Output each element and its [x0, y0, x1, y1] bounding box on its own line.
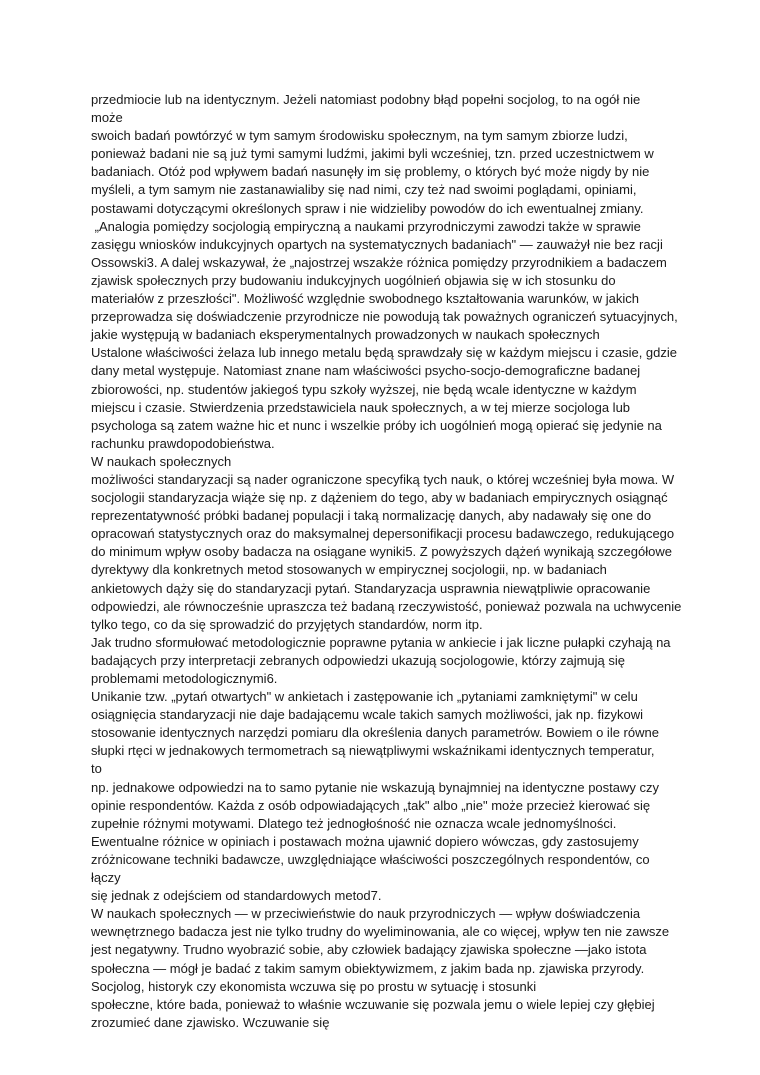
text-line: osiągnięcia standaryzacji nie daje badającemu wcale takich samych możliwości, jak np. fizykowi — [91, 707, 644, 723]
text-line: socjologii standaryzacja wiąże się np. z dążeniem do tego, aby w badaniach empirycznych osiągnąć — [91, 490, 668, 506]
text-line: łączy — [91, 870, 121, 886]
document-page — [91, 91, 681, 1050]
text-line: społeczna — mógł je badać z takim samym obiektywizmem, z jakim bada np. zjawiska przyrody. — [91, 960, 645, 976]
text-line: Ustalone właściwości żelaza lub innego metalu będą sprawdzały się w każdym miejscu i czasie, gdzie — [91, 345, 677, 361]
text-line: rachunku prawdopodobieństwa. — [91, 435, 275, 451]
text-line: zjawisk społecznych przy budowaniu indukcyjnych uogólnień objawia się w ich stosunku do — [91, 272, 616, 288]
text-line: np. jednakowe odpowiedzi na to samo pytanie nie wskazują bynajmniej na identyczne postawy czy — [91, 779, 659, 795]
text-line: postawami dotyczącymi określonych spraw i nie widzieliby powodów do ich ewentualnej zmiany. — [91, 200, 644, 216]
text-line: myśleli, a tym samym nie zastanawialiby się nad nimi, czy też nad swoimi poglądami, opiniami, — [91, 182, 637, 198]
text-line: swoich badań powtórzyć w tym samym środowisku społecznym, na tym samym zbiorze ludzi, — [91, 128, 628, 144]
text-line: do minimum wpływ osoby badacza na osiągane wyniki5. Z powyższych dążeń wynikają szczegółowe — [91, 544, 672, 560]
text-line: przedmiocie lub na identycznym. Jeżeli natomiast podobny błąd popełni socjolog, to na ogół nie — [91, 92, 641, 107]
text-line: Ossowski3. A dalej wskazywał, że „najostrzej wszakże różnica pomiędzy przyrodnikiem a badaczem — [91, 254, 667, 270]
text-line: ponieważ badani nie są już tymi samymi ludźmi, jakimi byli wcześniej, tzn. przed uczestnictwem w — [91, 146, 654, 162]
text-line: dyrektywy dla konkretnych metod stosowanych w empirycznej socjologii, np. w badaniach — [91, 562, 607, 578]
text-line: przeprowadza się doświadczenie przyrodnicze nie powodują tak poważnych ograniczeń sytuacyjnych, — [91, 309, 678, 325]
text-line: psychologa są zatem ważne hic et nunc i wszelkie próby ich uogólnień mogą opierać się jedynie na — [91, 417, 662, 433]
text-line: jakie występują w badaniach eksperymentalnych prowadzonych w naukach społecznych — [91, 327, 600, 343]
text-line: zupełnie różnymi motywami. Dlatego też jednogłośność nie oznacza wcale jednomyślności. — [91, 815, 617, 831]
text-line: zasięgu wniosków indukcyjnych opartych na systematycznych badaniach" — zauważył nie bez racji — [91, 236, 663, 252]
text-line: zbiorowości, np. studentów jakiegoś typu szkoły wyższej, nie będą wcale identyczne w każdym — [91, 381, 637, 397]
text-line: materiałów z przeszłości". Możliwość względnie swobodnego kształtowania warunków, w jakich — [91, 291, 639, 307]
text-line: wewnętrznego badacza jest nie tylko trudny do wyeliminowania, ale co więcej, wpływ ten nie zawsze — [91, 924, 670, 940]
text-line: reprezentatywność próbki badanej populacji i taką normalizację danych, aby nadawały się one do — [91, 508, 652, 524]
text-line: „Analogia pomiędzy socjologią empiryczną a naukami przyrodniczymi zawodzi także w sprawie — [91, 218, 641, 234]
text-line: to — [91, 761, 102, 777]
text-line: W naukach społecznych — w przeciwieństwie do nauk przyrodniczych — wpływ doświadczenia — [91, 906, 641, 922]
text-line: jest negatywny. Trudno wyobrazić sobie, aby człowiek badający zjawiska społeczne —jako istota — [91, 942, 647, 958]
text-line: społeczne, które bada, ponieważ to właśnie wczuwanie się pozwala jemu o wiele lepiej czy głębiej — [91, 996, 655, 1012]
text-line: stosowanie identycznych narzędzi pomiaru dla określenia danych parametrów. Bowiem o ile równe — [91, 725, 659, 741]
text-line: może — [91, 110, 123, 126]
text-line: opinie respondentów. Każda z osób odpowiadających „tak" albo „nie" może przecież kierować się — [91, 797, 651, 813]
text-line: Ewentualne różnice w opiniach i postawach można ujawnić dopiero wówczas, gdy zastosujemy — [91, 833, 639, 849]
text-line: opracowań statystycznych oraz do maksymalnej depersonifikacji procesu badawczego, redukującego — [91, 526, 675, 542]
text-line: Unikanie tzw. „pytań otwartych" w ankietach i zastępowanie ich „pytaniami zamkniętymi" w celu — [91, 689, 638, 705]
text-line: odpowiedzi, ale równocześnie upraszcza też badaną rzeczywistość, ponieważ pozwala na uchwycenie — [91, 598, 682, 614]
text-line: dany metal występuje. Natomiast znane nam właściwości psycho-socjo-demograficzne badanej — [91, 363, 641, 379]
text-line: się jednak z odejściem od standardowych metod7. — [91, 888, 382, 904]
text-line: badających przy interpretacji zebranych odpowiedzi ukazują socjologowie, którzy zajmują się — [91, 652, 625, 668]
text-line: W naukach społecznych — [91, 453, 232, 469]
text-line — [91, 1032, 681, 1050]
text-line: słupki rtęci w jednakowych termometrach są niewątpliwymi wskaźnikami identycznych temperatur, — [91, 743, 655, 759]
text-line: miejscu i czasie. Stwierdzenia przedstawiciela nauk społecznych, a w tej mierze socjologa lub — [91, 399, 631, 415]
text-line: zróżnicowane techniki badawcze, uwzględniające właściwości poszczególnych respondentów, co — [91, 851, 650, 867]
text-line: Jak trudno sformułować metodologicznie poprawne pytania w ankiecie i jak liczne pułapki czyhają na — [91, 634, 671, 650]
text-line: badaniach. Otóż pod wpływem badań nasunęły im się problemy, o których być może nigdy by nie — [91, 164, 650, 180]
text-line: tylko tego, co da się sprowadzić do przyjętych standardów, norm itp. — [91, 616, 483, 632]
text-line: możliwości standaryzacji są nader ograniczone specyfiką tych nauk, o której wcześniej była mowa. W — [91, 471, 675, 487]
text-line: ankietowych dąży się do standaryzacji pytań. Standaryzacja usprawnia niewątpliwie opracowanie — [91, 580, 651, 596]
text-line: zrozumieć dane zjawisko. Wczuwanie się — [91, 1014, 330, 1030]
text-line: problemami metodologicznymi6. — [91, 671, 278, 686]
text-line: Socjolog, historyk czy ekonomista wczuwa się po prostu w sytuację i stosunki — [91, 978, 537, 994]
